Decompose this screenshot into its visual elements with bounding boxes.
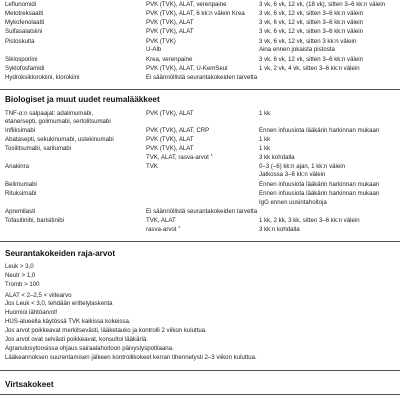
section-title-urine-tests: Virtsakokeet	[5, 380, 54, 389]
drug-name: Siklosporiini	[5, 56, 38, 63]
monitoring-tests: PVK (TVK), ALAT	[146, 145, 194, 152]
limit-line: Jos Leuk < 3,0, tehdään erittelylaskenta	[5, 300, 113, 307]
limit-line: Leuk > 3,0	[5, 263, 34, 270]
drug-name: Tofasitinibi, barisitinibi	[5, 217, 64, 224]
section-divider	[0, 370, 400, 371]
drug-name: Abatasepti, sekukinumabi, ustekinumabi	[5, 136, 114, 143]
monitoring-frequency: 3 vk, 6 vk, 12 vk, sitten 3–6 kk:n välein	[259, 28, 363, 35]
monitoring-tests: U-Alb	[146, 46, 162, 53]
monitoring-frequency: 1 vk, 2 vk, 4 vk, sitten 3–6 kk:n välein	[259, 65, 360, 72]
drug-name: Syklofosfamidi	[5, 65, 45, 72]
monitoring-tests: PVK (TVK), ALAT	[146, 19, 194, 26]
monitoring-frequency: 3 vk, 6 vk, 12 vk, (18 vk), sitten 3–6 kk:n välein	[259, 1, 385, 8]
note-line: HUS-alueella käytössä TVK kaikissa kokeissa.	[5, 318, 131, 325]
monitoring-tests: PVK (TVK), ALAT	[146, 28, 194, 35]
monitoring-tests: TVK	[146, 163, 158, 170]
monitoring-tests: PVK (TVK), ALAT, U-KemSeul	[146, 65, 228, 72]
monitoring-frequency: 3 vk, 6 vk, 12 vk, sitten 3 kk:n välein	[259, 38, 357, 45]
monitoring-frequency: Jatkossa 3–6 kk:n välein	[259, 171, 326, 178]
monitoring-frequency: 0–3 (–6) kk:n ajan, 1 kk:n välein	[259, 163, 346, 170]
monitoring-tests: PVK (TVK), ALAT, verenpaine	[146, 1, 227, 8]
section-title-biologics: Biologiset ja muut uudet reumalääkkeet	[5, 95, 160, 104]
drug-name: Anakinra	[5, 163, 30, 170]
drug-name: Belimumabi	[5, 181, 37, 188]
monitoring-frequency: Ennen infuusiota lääkärin harkinnan mukaan	[259, 190, 380, 197]
monitoring-frequency: 1 kk, 2 kk, 3 kk, sitten 3–6 kk:n välein	[259, 217, 360, 224]
note-line: Jos arvot ovat selvästi poikkeavat, konsultoi lääkäriä.	[5, 336, 148, 343]
monitoring-frequency: 3 vk, 6 vk, 12 vk, sitten 3–6 kk:n välein	[259, 10, 363, 17]
monitoring-frequency: 1 kk	[259, 145, 271, 152]
monitoring-tests: Ei säännöllistä seurantakokeiden tarvetta	[146, 208, 258, 215]
monitoring-tests: PVK (TVK), ALAT	[146, 136, 194, 143]
limit-line: Neutr > 1,0	[5, 272, 36, 279]
drug-name: etanersepti, golimumabi, sertolitsumabi	[5, 118, 111, 125]
drug-name: Tosilitsumabi, sarilumabi	[5, 145, 72, 152]
limit-line: Tromb > 100	[5, 281, 40, 288]
section-divider	[0, 89, 400, 90]
drug-name: Pistoskulta	[5, 38, 35, 45]
drug-name: Leflunomidi	[5, 1, 37, 8]
monitoring-frequency: Ennen infuusiota lääkärin harkinnan mukaan	[259, 127, 380, 134]
monitoring-frequency: 3 vk, 6 vk, 12 vk, sitten 3–6 kk:n välein	[259, 56, 363, 63]
section-divider	[0, 241, 400, 242]
footnote-marker: 1	[178, 223, 181, 229]
monitoring-tests: PVK (TVK)	[146, 38, 176, 45]
monitoring-frequency: IgG ennen uusintahoitoja	[259, 199, 327, 206]
drug-name: Hydroksiklorokiini, klorokiini	[5, 74, 80, 81]
monitoring-tests: rasva-arvot $^1$	[146, 223, 181, 233]
note-line: Agranulosytoosissa ohjaus sairaalahoitoon päivystyspotilaana.	[5, 345, 174, 352]
drug-name: Infliksimabi	[5, 127, 36, 134]
note-line: Lääkeannoksen suurentamisen jälkeen kontrollikokeet kerran tihennetysti 2–3 viikon kuluttua.	[5, 354, 257, 361]
section-title-reference-limits: Seurantakokeiden raja-arvot	[5, 249, 116, 258]
monitoring-tests: Ei säännöllistä seurantakokeiden tarvetta	[146, 74, 258, 81]
limit-line: ALAT < 2–2,5 × viitearvo	[5, 292, 72, 299]
monitoring-tests: PVK (TVK), ALAT	[146, 110, 194, 117]
monitoring-frequency: 3 vk, 6 vk, 12 vk, sitten 3–6 kk:n välein	[259, 19, 363, 26]
monitoring-frequency: 3 kk kohdalla	[259, 154, 295, 161]
monitoring-tests: PVK (TVK), ALAT, CRP	[146, 127, 210, 134]
section-divider	[0, 394, 400, 395]
monitoring-tests: Krea, verenpaine	[146, 56, 193, 63]
monitoring-tests: PVK (TVK), ALAT, 6 kk:n välein Krea	[146, 10, 245, 17]
drug-name: TNF-α:n salpaajat: adalimumabi,	[5, 110, 94, 117]
note-line: Jos arvot poikkeavat merkitsevästi, lääketauko ja kontrolli 2 viikon kuluttua.	[5, 327, 207, 334]
footnote-marker: 1	[210, 151, 213, 157]
drug-name: Rituksimabi	[5, 190, 37, 197]
drug-name: Sulfasalatsiini	[5, 28, 43, 35]
drug-name: Mykofenolaatti	[5, 19, 45, 26]
monitoring-frequency: 1 kk	[259, 136, 271, 143]
monitoring-tests: TVK, ALAT	[146, 217, 176, 224]
note-line: Huomioi lähtöarvot!	[5, 309, 58, 316]
drug-name: Metotreksaatti	[5, 10, 44, 17]
monitoring-tests: TVK, ALAT, rasva-arvot $^1$	[146, 151, 213, 161]
monitoring-frequency: Ennen infuusiota lääkärin harkinnan mukaan	[259, 181, 380, 188]
monitoring-frequency: Aina ennen jokaista pistosta	[259, 46, 335, 53]
monitoring-frequency: 1 kk	[259, 110, 271, 117]
monitoring-frequency: 3 kk:n kohdalla	[259, 226, 300, 233]
drug-name: Apremilasti	[5, 208, 36, 215]
